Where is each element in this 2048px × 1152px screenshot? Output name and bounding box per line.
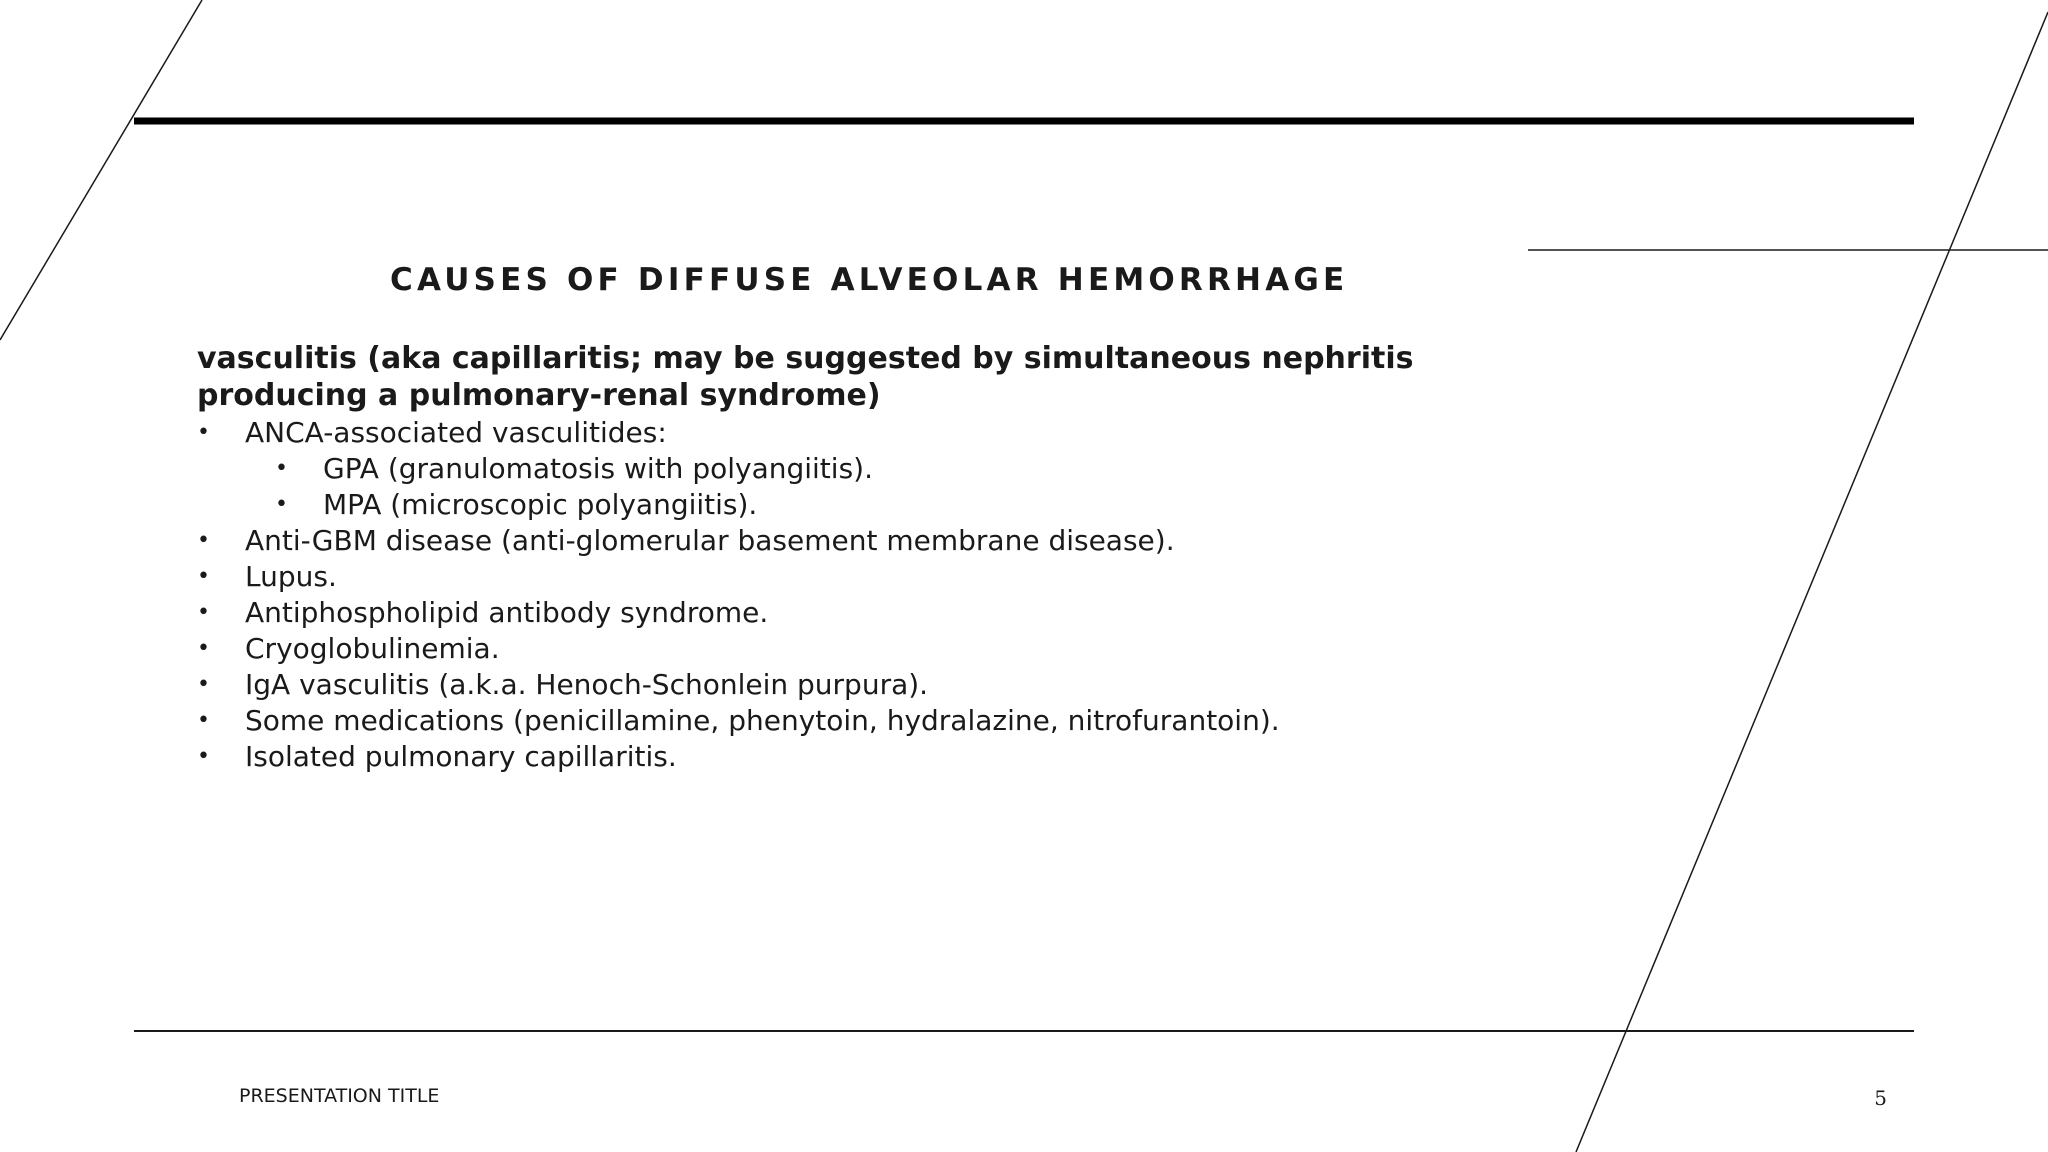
list-item [197,415,1557,523]
list-item: • Cryoglobulinemia. [197,631,1557,667]
sub-list-item: • MPA (microscopic polyangiitis). [275,487,1557,523]
sub-bullet-list [245,451,1557,523]
list-item: • Some medications (penicillamine, phenytoin, hydralazine, nitrofurantoin). [197,703,1557,739]
list-item-text: ANCA-associated vasculitides: [245,416,667,449]
bullet-list [197,415,1557,775]
list-item: • Isolated pulmonary capillaritis. [197,739,1557,775]
footer-presentation-title: PRESENTATION TITLE [239,1085,440,1107]
list-item: • Lupus. [197,559,1557,595]
lead-heading: vasculitis (aka capillaritis; may be suggested by simultaneous nephritis producing a pulmonary-renal syndrome) [197,341,1414,413]
page-number: 5 [1874,1086,1887,1110]
decor-diagonal-top-left [0,0,202,340]
sub-list-item: • GPA (granulomatosis with polyangiitis). [275,451,1557,487]
list-item: • IgA vasculitis (a.k.a. Henoch-Schonlein purpura). [197,667,1557,703]
decor-diagonal-right [1576,12,2048,1152]
slide-content [197,340,1557,775]
slide-title: CAUSES OF DIFFUSE ALVEOLAR HEMORRHAGE [390,262,1349,298]
list-item: • Antiphospholipid antibody syndrome. [197,595,1557,631]
list-item: • Anti-GBM disease (anti-glomerular basement membrane disease). [197,523,1557,559]
